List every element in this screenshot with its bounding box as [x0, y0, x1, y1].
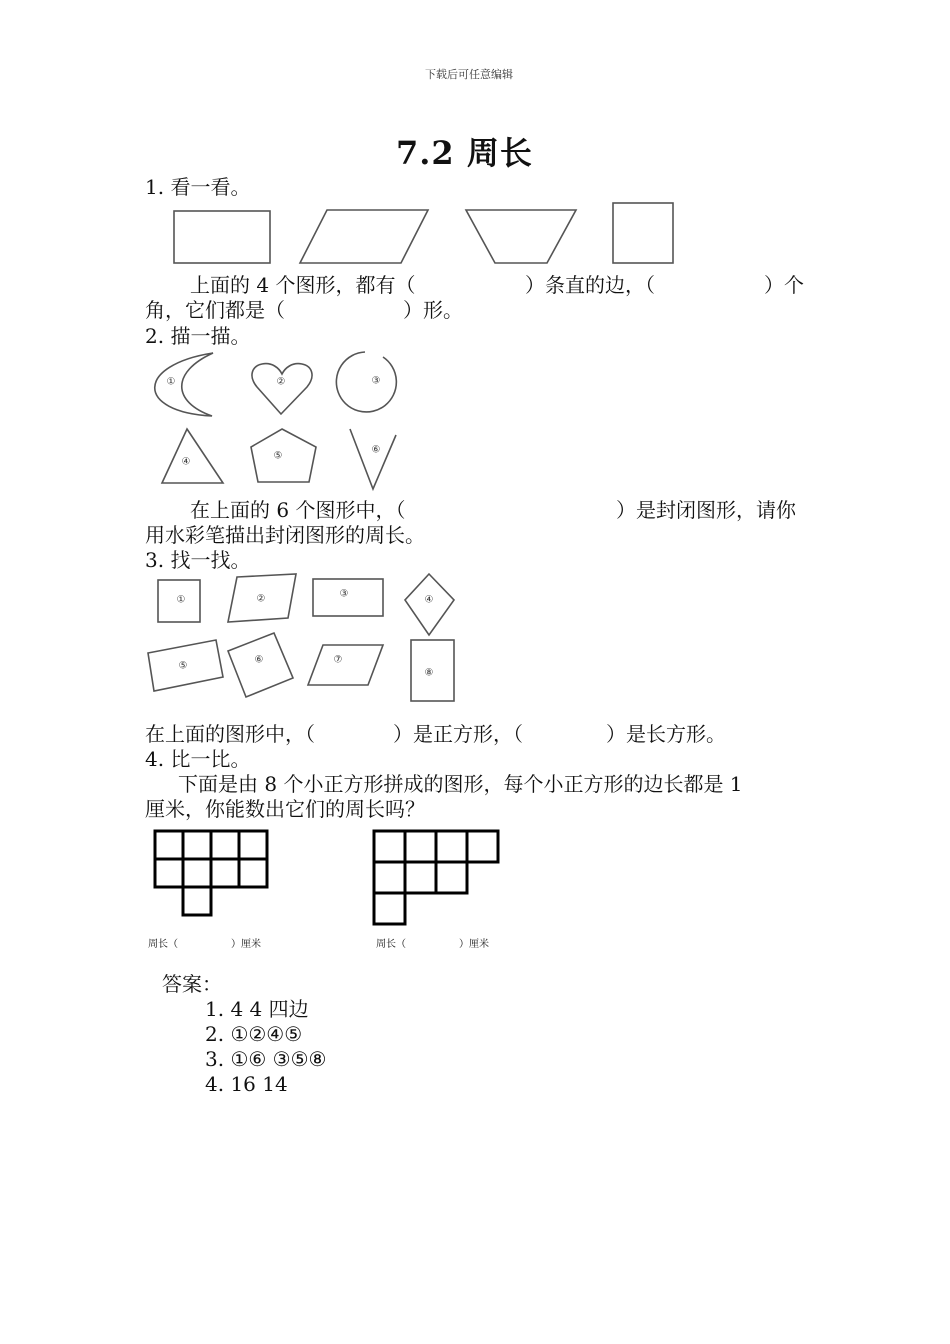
q2-line2: 用水彩笔描出封闭图形的周长。	[145, 523, 425, 547]
q4-caption-right-a: 周长（	[376, 939, 406, 950]
q2-label-4: ④	[181, 456, 191, 468]
q3-label-1: ①	[176, 594, 186, 606]
q2-label-2: ②	[276, 376, 286, 388]
q3-line-b: ）是正方形，（	[393, 722, 523, 746]
grid-cell	[436, 862, 467, 893]
q3-label-3: ③	[339, 588, 349, 600]
q3-label-6: ⑥	[254, 654, 264, 666]
q4-figure-right	[374, 831, 498, 924]
q3-line-a: 在上面的图形中，（	[145, 722, 315, 746]
q1-line1-c: ）个	[764, 273, 804, 297]
q2-label-6: ⑥	[371, 444, 381, 456]
q4-figure-left	[155, 831, 267, 915]
q1-line1-b: ）条直的边，（	[525, 273, 655, 297]
answer-1: 1. 4 4 四边	[205, 997, 309, 1021]
grid-cell	[374, 893, 405, 924]
q4-line2: 厘米，你能数出它们的周长吗？	[145, 797, 425, 821]
grid-cell	[374, 831, 405, 862]
q1-heading: 1. 看一看。	[145, 175, 251, 199]
q3-label-4: ④	[424, 594, 434, 606]
page-header: 下载后可任意编辑	[425, 68, 513, 81]
grid-cell	[183, 887, 211, 915]
grid-cell	[239, 859, 267, 887]
grid-cell	[239, 831, 267, 859]
q4-caption-right-b: ）厘米	[459, 939, 489, 950]
q2-label-3: ③	[371, 375, 381, 387]
grid-cell	[211, 831, 239, 859]
answer-3: 3. ①⑥ ③⑤⑧	[205, 1047, 327, 1071]
q4-line1: 下面是由 8 个小正方形拼成的图形，每个小正方形的边长都是 1	[178, 772, 743, 796]
q3-label-7: ⑦	[333, 654, 343, 666]
q1-line2-a: 角，它们都是（	[145, 298, 285, 322]
page-title: 7.2 周长	[396, 134, 533, 172]
grid-cell	[436, 831, 467, 862]
q3-line-c: ）是长方形。	[606, 722, 726, 746]
grid-cell	[405, 862, 436, 893]
q3-heading: 3. 找一找。	[145, 548, 251, 572]
grid-cell	[155, 831, 183, 859]
q4-heading: 4. 比一比。	[145, 747, 251, 771]
q3-label-2: ②	[256, 593, 266, 605]
q1-line2-b: ）形。	[403, 298, 463, 322]
q3-label-8: ⑧	[424, 667, 434, 679]
answer-4: 4. 16 14	[205, 1072, 288, 1096]
q2-label-1: ①	[166, 376, 176, 388]
answer-2: 2. ①②④⑤	[205, 1022, 303, 1046]
answers-heading: 答案：	[162, 972, 222, 996]
grid-cell	[155, 859, 183, 887]
q2-label-5: ⑤	[273, 450, 283, 462]
q1-line1-a: 上面的 4 个图形，都有（	[190, 273, 416, 297]
q4-caption-left-b: ）厘米	[231, 939, 261, 950]
q2-heading: 2. 描一描。	[145, 324, 251, 348]
grid-cell	[467, 831, 498, 862]
grid-cell	[374, 862, 405, 893]
q4-caption-left-a: 周长（	[148, 939, 178, 950]
grid-cell	[183, 831, 211, 859]
q2-line1-a: 在上面的 6 个图形中，（	[190, 498, 406, 522]
grid-cell	[211, 859, 239, 887]
q2-line1-b: ）是封闭图形，请你	[616, 498, 796, 522]
q3-label-5: ⑤	[178, 660, 188, 672]
grid-cell	[405, 831, 436, 862]
